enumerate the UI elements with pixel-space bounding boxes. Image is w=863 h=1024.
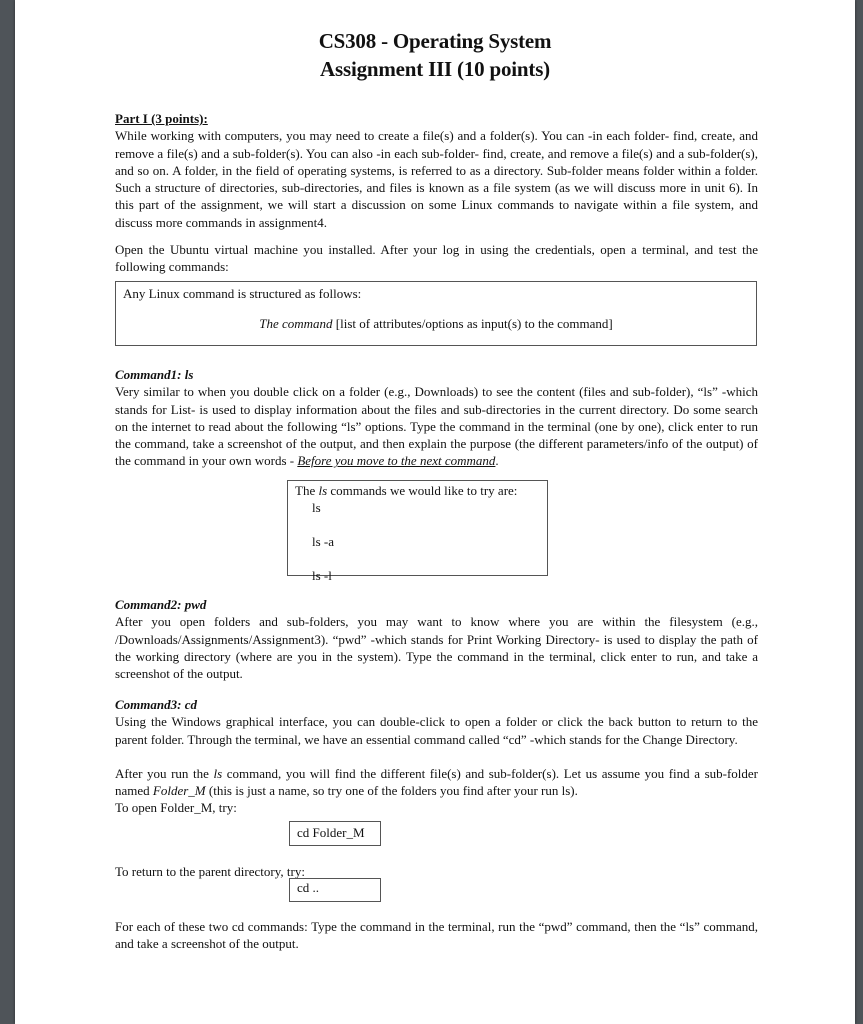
structure-syntax [123, 315, 749, 332]
command1-heading: Command1: ls [115, 367, 194, 382]
command-structure-box [115, 281, 757, 346]
ls-l-command-item: ls -l [312, 568, 332, 583]
command2-section [115, 596, 758, 682]
return-parent-label: To return to the parent directory, try: [115, 864, 305, 879]
command3-body: Using the Windows graphical interface, you can double-click to open a folder or click the back button to return to the parent folder. Through the terminal, we have an essential command called “cd” -which stands for the Change Directory. [115, 714, 758, 747]
command1-emphasis: Before you move to the next command [297, 453, 496, 469]
command3-after-ls: After you run the ls command, you will find the different file(s) and sub-folder(s). Let us assume you find a sub-folder named Folder_M (this is just a name, so try one of the folders you find after your run ls). [115, 765, 759, 799]
structure-command-rest: [list of attributes/options as input(s) to the command] [332, 316, 613, 331]
open-folder-label: To open Folder_M, try: [115, 800, 237, 816]
command3-section [115, 696, 758, 817]
final-instruction: For each of these two cd commands: Type the command in the terminal, run the “pwd” command, then the “ls” command, and take a screenshot of the output. [115, 919, 758, 952]
ls-a-command-item: ls -a [312, 534, 335, 549]
command3-heading: Command3: cd [115, 697, 197, 712]
command1-section [115, 366, 758, 470]
title-assignment: Assignment III (10 points) [320, 57, 550, 81]
cd-parent-command-box: cd .. [289, 878, 381, 902]
command2-heading: Command2: pwd [115, 597, 207, 612]
open-ubuntu-text: Open the Ubuntu virtual machine you installed. After your log in using the credentials, open a terminal, and test the following commands: [115, 242, 758, 275]
ls-command-item: ls [312, 500, 321, 515]
document-title [15, 27, 855, 83]
ls-box-intro: The ls commands we would like to try are: [295, 483, 518, 498]
structure-intro: Any Linux command is structured as follows: [123, 286, 362, 301]
part1-heading: Part I (3 points): [115, 111, 208, 126]
command2-body: After you open folders and sub-folders, you may want to know where you are within the filesystem (e.g., /Downloads/Assignments/Assignment3). “pwd” -which stands for Print Working Directory- is used to display the path of the working directory (where are you in the system). Type the command in the terminal, click enter to run, and take a screenshot of the output. [115, 614, 758, 682]
structure-command-italic: The command [259, 316, 333, 331]
title-course: CS308 - Operating System [318, 29, 552, 53]
document-page [15, 0, 855, 1024]
command1-body: Very similar to when you double click on a folder (e.g., Downloads) to see the content (files and sub-folder), “ls” -which stands for List- is used to display information about the files and sub-directories in the current directory. Do some search on the internet to read about the following “ls” options. Type the command in the terminal (one by one), click enter to run the command, take a screenshot of the output, and then explain the purpose (the different parameters/info of the output) of the command in your own words - Before you move to the next command. [115, 384, 758, 469]
part1-section [115, 110, 758, 276]
cd-folder-command-box: cd Folder_M [289, 821, 381, 846]
part1-intro: While working with computers, you may need to create a file(s) and a folder(s). You can -in each folder- find, create, and remove a file(s) and a sub-folder(s). You can also -in each sub-folder- find, create, and remove a file(s) and a sub-folder(s), and so on. A folder, in the field of operating systems, is referred to as a directory. Sub-folder means folder within a folder. Such a structure of directories, sub-directories, and files is known as a file system (as we will discuss more in unit 6). In this part of the assignment, we will start a discussion on some Linux commands to navigate within a file system, and discuss more commands in assignment4. [115, 128, 758, 230]
ls-commands-box [287, 480, 548, 583]
